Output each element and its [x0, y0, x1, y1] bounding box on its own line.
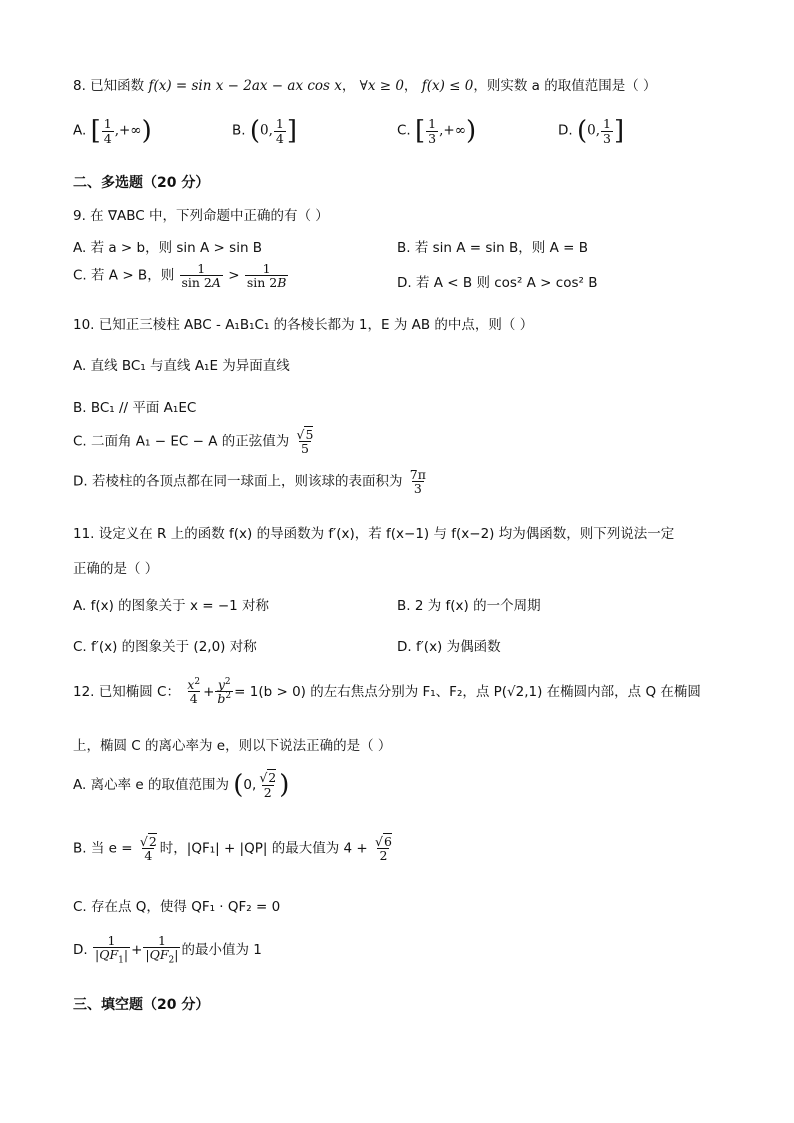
q9-option-c-pre: C. 若 A > B，则	[73, 267, 175, 284]
q10-option-c: C. 二面角 A₁ − EC − A 的正弦值为 $\frac{√5}{5}$	[73, 427, 314, 457]
q8-cond1: ∀x ≥ 0	[359, 78, 404, 94]
q8-option-a-label: A.	[73, 122, 87, 139]
q12-option-a: A. 离心率 e 的取值范围为 (0, $\frac{√2}{2}$ )	[73, 770, 290, 800]
q12-option-a-pre: A. 离心率 e 的取值范围为	[73, 777, 229, 793]
q12-stem-line1: 12. 已知椭圆 C： $\frac{x^2}{4}$ + $\frac{y^2}{b^2}$ = 1(b > 0) 的左右焦点分别为 F₁、F₂，点 P(√2,1) 在椭圆内部，点 Q 在椭圆	[73, 677, 701, 707]
q10-stem: 10. 已知正三棱柱 ABC - A₁B₁C₁ 的各棱长都为 1，E 为 AB 的中点，则（ ）	[73, 317, 534, 333]
q9-option-b: B. 若 sin A = sin B，则 A = B	[397, 240, 588, 256]
q9-stem: 9. 在 ∇ABC 中，下列命题中正确的有（ ）	[73, 208, 329, 224]
q12-option-d-pre: D.	[73, 942, 88, 959]
q8-option-d: D. (0, $\frac{1}{3}$ ]	[558, 116, 625, 146]
q10-option-d: D. 若棱柱的各顶点都在同一球面上，则该球的表面积为 $\frac{7\pi}{3}$	[73, 467, 426, 497]
q8-option-b-label: B.	[232, 122, 246, 139]
q12-stem-mid: = 1(b > 0) 的左右焦点分别为 F₁、F₂，点 P(√2,1) 在椭圆内部，点 Q 在椭圆	[234, 683, 701, 700]
q8-option-c-label: C.	[397, 122, 411, 139]
q9-option-c: C. 若 A > B，则 $\frac{1}{\sin 2A}$ > $\frac{1}{\sin 2B}$	[73, 261, 287, 291]
q10-option-d-pre: D. 若棱柱的各顶点都在同一球面上，则该球的表面积为	[73, 473, 403, 490]
q8-option-b: B. (0, $\frac{1}{4}$ ]	[232, 116, 298, 146]
q11-stem-line1: 11. 设定义在 R 上的函数 f(x) 的导函数为 f′(x)，若 f(x−1) 与 f(x−2) 均为偶函数，则下列说法一定	[73, 526, 675, 542]
q11-option-b: B. 2 为 f(x) 的一个周期	[397, 598, 541, 614]
section-3-title: 三、填空题（20 分）	[73, 997, 210, 1013]
q8-option-d-label: D.	[558, 122, 573, 139]
q10-option-b: B. BC₁ // 平面 A₁EC	[73, 400, 197, 416]
q11-stem-line2: 正确的是（ ）	[73, 561, 159, 577]
q8-cond2: f(x) ≤ 0	[421, 78, 474, 94]
q12-option-b-pre: B. 当 e =	[73, 840, 133, 857]
q12-stem-pre: 12. 已知椭圆 C：	[73, 683, 180, 700]
q9-option-a: A. 若 a > b，则 sin A > sin B	[73, 240, 263, 256]
q12-option-d: D. $\frac{1}{|QF_1|}$ + $\frac{1}{|QF_2|}$ 的最小值为 1	[73, 933, 262, 966]
q10-option-a: A. 直线 BC₁ 与直线 A₁E 为异面直线	[73, 358, 290, 374]
q10-option-c-pre: C. 二面角 A₁ − EC − A 的正弦值为	[73, 433, 290, 450]
section-2-title: 二、多选题（20 分）	[73, 175, 210, 191]
q8-stem: 8. 已知函数 f(x) = sin x − 2ax − ax cos x， ∀x ≥ 0， f(x) ≤ 0，则实数 a 的取值范围是（ ）	[73, 78, 657, 94]
q12-option-b: B. 当 e = $\frac{√2}{4}$ 时，|QF₁| + |QP| 的最大值为 4 + $\frac{√6}{2}$	[73, 834, 392, 864]
q11-option-a: A. f(x) 的图象关于 x = −1 对称	[73, 598, 270, 614]
q8-stem-post: ，则实数 a 的取值范围是（ ）	[473, 78, 657, 94]
q11-option-c: C. f′(x) 的图象关于 (2,0) 对称	[73, 639, 257, 655]
q12-option-d-post: 的最小值为 1	[181, 942, 262, 959]
q9-option-d: D. 若 A < B 则 cos² A > cos² B	[397, 275, 598, 291]
q8-option-a: A. [ $\frac{1}{4}$ ,+∞)	[73, 116, 152, 146]
q12-stem-line2: 上，椭圆 C 的离心率为 e，则以下说法正确的是（ ）	[73, 738, 392, 754]
q8-func: f(x) = sin x − 2ax − ax cos x	[148, 78, 342, 94]
q12-option-b-mid: 时，|QF₁| + |QP| 的最大值为 4 +	[159, 840, 368, 857]
q12-option-c: C. 存在点 Q，使得 QF₁ · QF₂ = 0	[73, 899, 281, 915]
q11-option-d: D. f′(x) 为偶函数	[397, 639, 501, 655]
q8-option-c: C. [ $\frac{1}{3}$ ,+∞)	[397, 116, 477, 146]
q8-stem-pre: 8. 已知函数	[73, 78, 145, 94]
